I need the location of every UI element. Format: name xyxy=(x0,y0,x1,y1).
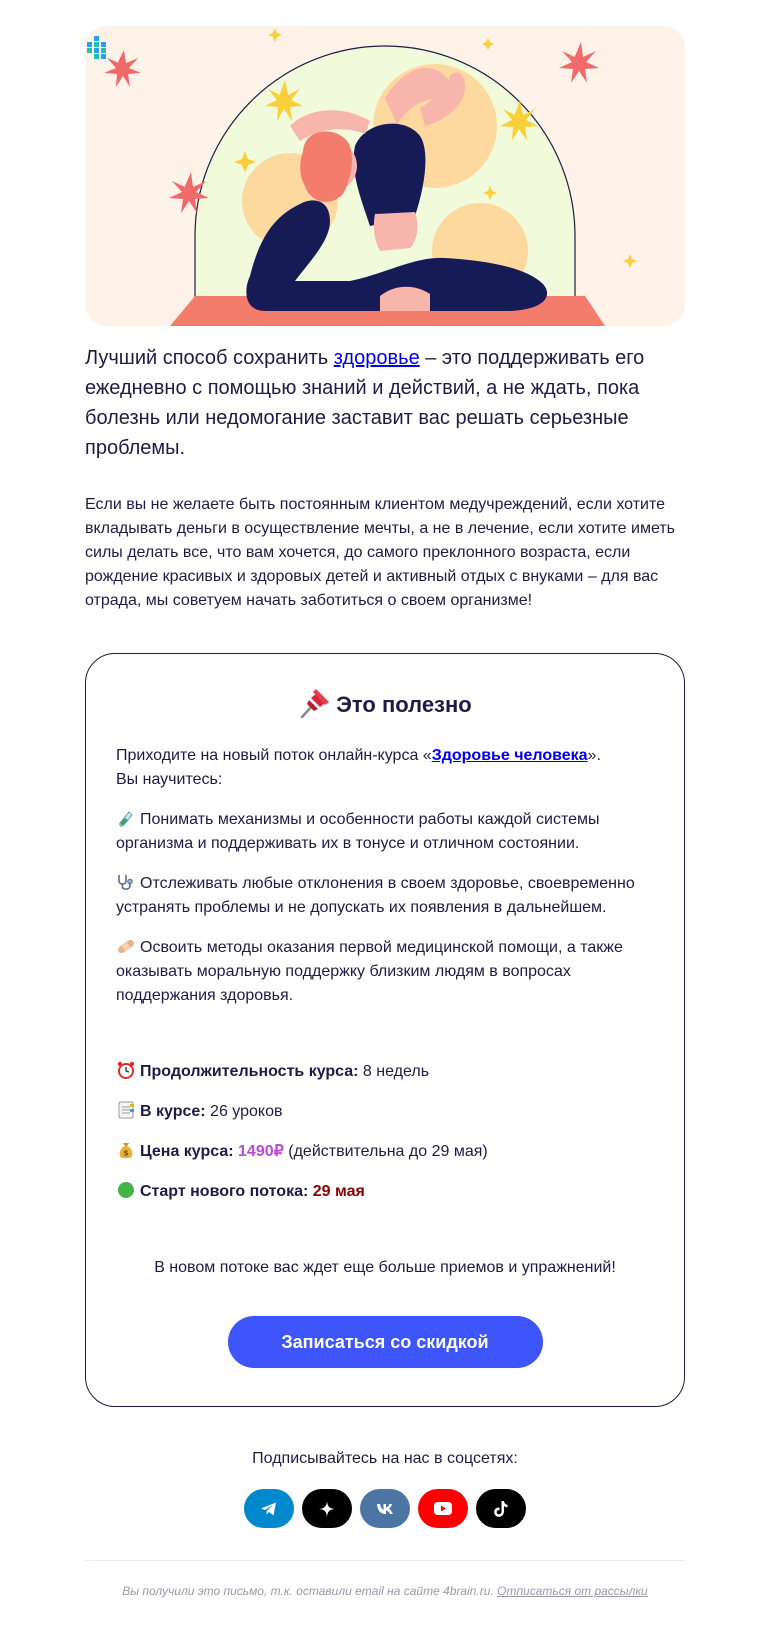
benefit-text: Отслеживать любые отклонения в своем здоровье, своевременно устранять проблемы и не допускать их появления в дальнейшем. xyxy=(116,875,635,916)
card-title xyxy=(116,686,654,720)
stethoscope-icon xyxy=(116,873,136,891)
hero-illustration xyxy=(85,26,685,326)
fact-duration xyxy=(116,1060,654,1084)
invite-text-before: Приходите на новый поток онлайн-курса « xyxy=(116,747,432,764)
price-label: Цена курса: xyxy=(140,1143,234,1160)
svg-text:$: $ xyxy=(123,1148,129,1158)
health-link[interactable]: здоровье xyxy=(333,347,420,369)
intro-paragraph: Если вы не желаете быть постоянным клиентом медучреждений, если хотите вкладывать деньги в осуществление мечты, а не в лечение, если хотите иметь силы делать все, что вам хочется, до самого преклонного возраста, если рождение красивых и здоровых детей и активный отдых с внуками – для вас отрада, мы советуем начать заботиться о своем организме! xyxy=(85,496,675,609)
footer-divider xyxy=(85,1560,685,1561)
social-label: Подписывайтесь на нас в соцсетях: xyxy=(252,1450,518,1467)
zen-icon[interactable] xyxy=(302,1489,352,1528)
price-value: 1490₽ xyxy=(238,1143,284,1160)
fact-lessons xyxy=(116,1100,654,1124)
bookmark-tabs-icon xyxy=(116,1101,136,1119)
lead-text-after: – это поддерживать его ежедневно с помощью знаний и действий, а не ждать, пока болезнь или недомогание заставит вас решать серьезные проблемы. xyxy=(85,347,645,459)
social-links xyxy=(85,1489,685,1528)
benefit-item xyxy=(116,872,654,920)
new-stream-note: В новом потоке вас ждет еще больше приемов и упражнений! xyxy=(154,1259,616,1276)
bandage-icon xyxy=(116,937,136,955)
vk-icon[interactable] xyxy=(360,1489,410,1528)
lessons-label: В курсе: xyxy=(140,1103,206,1120)
course-invite xyxy=(116,744,654,792)
course-link[interactable]: Здоровье человека xyxy=(431,747,588,764)
lead-text-before: Лучший способ сохранить xyxy=(85,347,334,369)
alarm-clock-icon xyxy=(116,1061,136,1079)
price-note: (действительна до 29 мая) xyxy=(283,1143,488,1160)
money-bag-icon xyxy=(116,1141,136,1159)
pushpin-icon xyxy=(298,686,332,720)
footer-text xyxy=(85,1583,685,1599)
course-facts xyxy=(116,1060,654,1204)
duration-label: Продолжительность курса: xyxy=(140,1063,359,1080)
fact-start xyxy=(116,1180,654,1204)
button-row xyxy=(116,1316,654,1368)
unsubscribe-link[interactable]: Отписаться от рассылки xyxy=(497,1584,648,1598)
learn-text: Вы научитесь: xyxy=(116,771,223,788)
benefit-item xyxy=(116,808,654,856)
start-label: Старт нового потока: xyxy=(140,1183,309,1200)
test-tube-icon xyxy=(116,809,136,827)
footer-notice: Вы получили это письмо, т.к. оставили email на сайте 4brain.ru. xyxy=(122,1584,498,1598)
tiktok-icon[interactable] xyxy=(476,1489,526,1528)
start-value: 29 мая xyxy=(312,1183,365,1200)
benefit-item xyxy=(116,936,654,1008)
benefit-text: Понимать механизмы и особенности работы каждой системы организма и поддерживать их в тонусе и отличном состоянии. xyxy=(116,811,600,852)
invite-text-after: ». xyxy=(587,747,601,764)
card-title-text: Это полезно xyxy=(336,692,472,717)
duration-value: 8 недель xyxy=(358,1063,430,1080)
benefit-text: Освоить методы оказания первой медицинской помощи, а также оказывать моральную поддержку близким людям в вопросах поддержания здоровья. xyxy=(116,939,623,1004)
brand-logo-icon xyxy=(85,36,109,62)
fact-price xyxy=(116,1140,654,1164)
lessons-value: 26 уроков xyxy=(205,1103,283,1120)
enroll-discount-button[interactable]: Записаться со скидкой xyxy=(228,1316,543,1368)
telegram-icon[interactable] xyxy=(244,1489,294,1528)
yoga-illustration xyxy=(85,26,685,326)
youtube-icon[interactable] xyxy=(418,1489,468,1528)
green-circle-icon xyxy=(116,1181,136,1199)
lead-paragraph xyxy=(85,343,685,463)
course-card xyxy=(85,653,685,1407)
